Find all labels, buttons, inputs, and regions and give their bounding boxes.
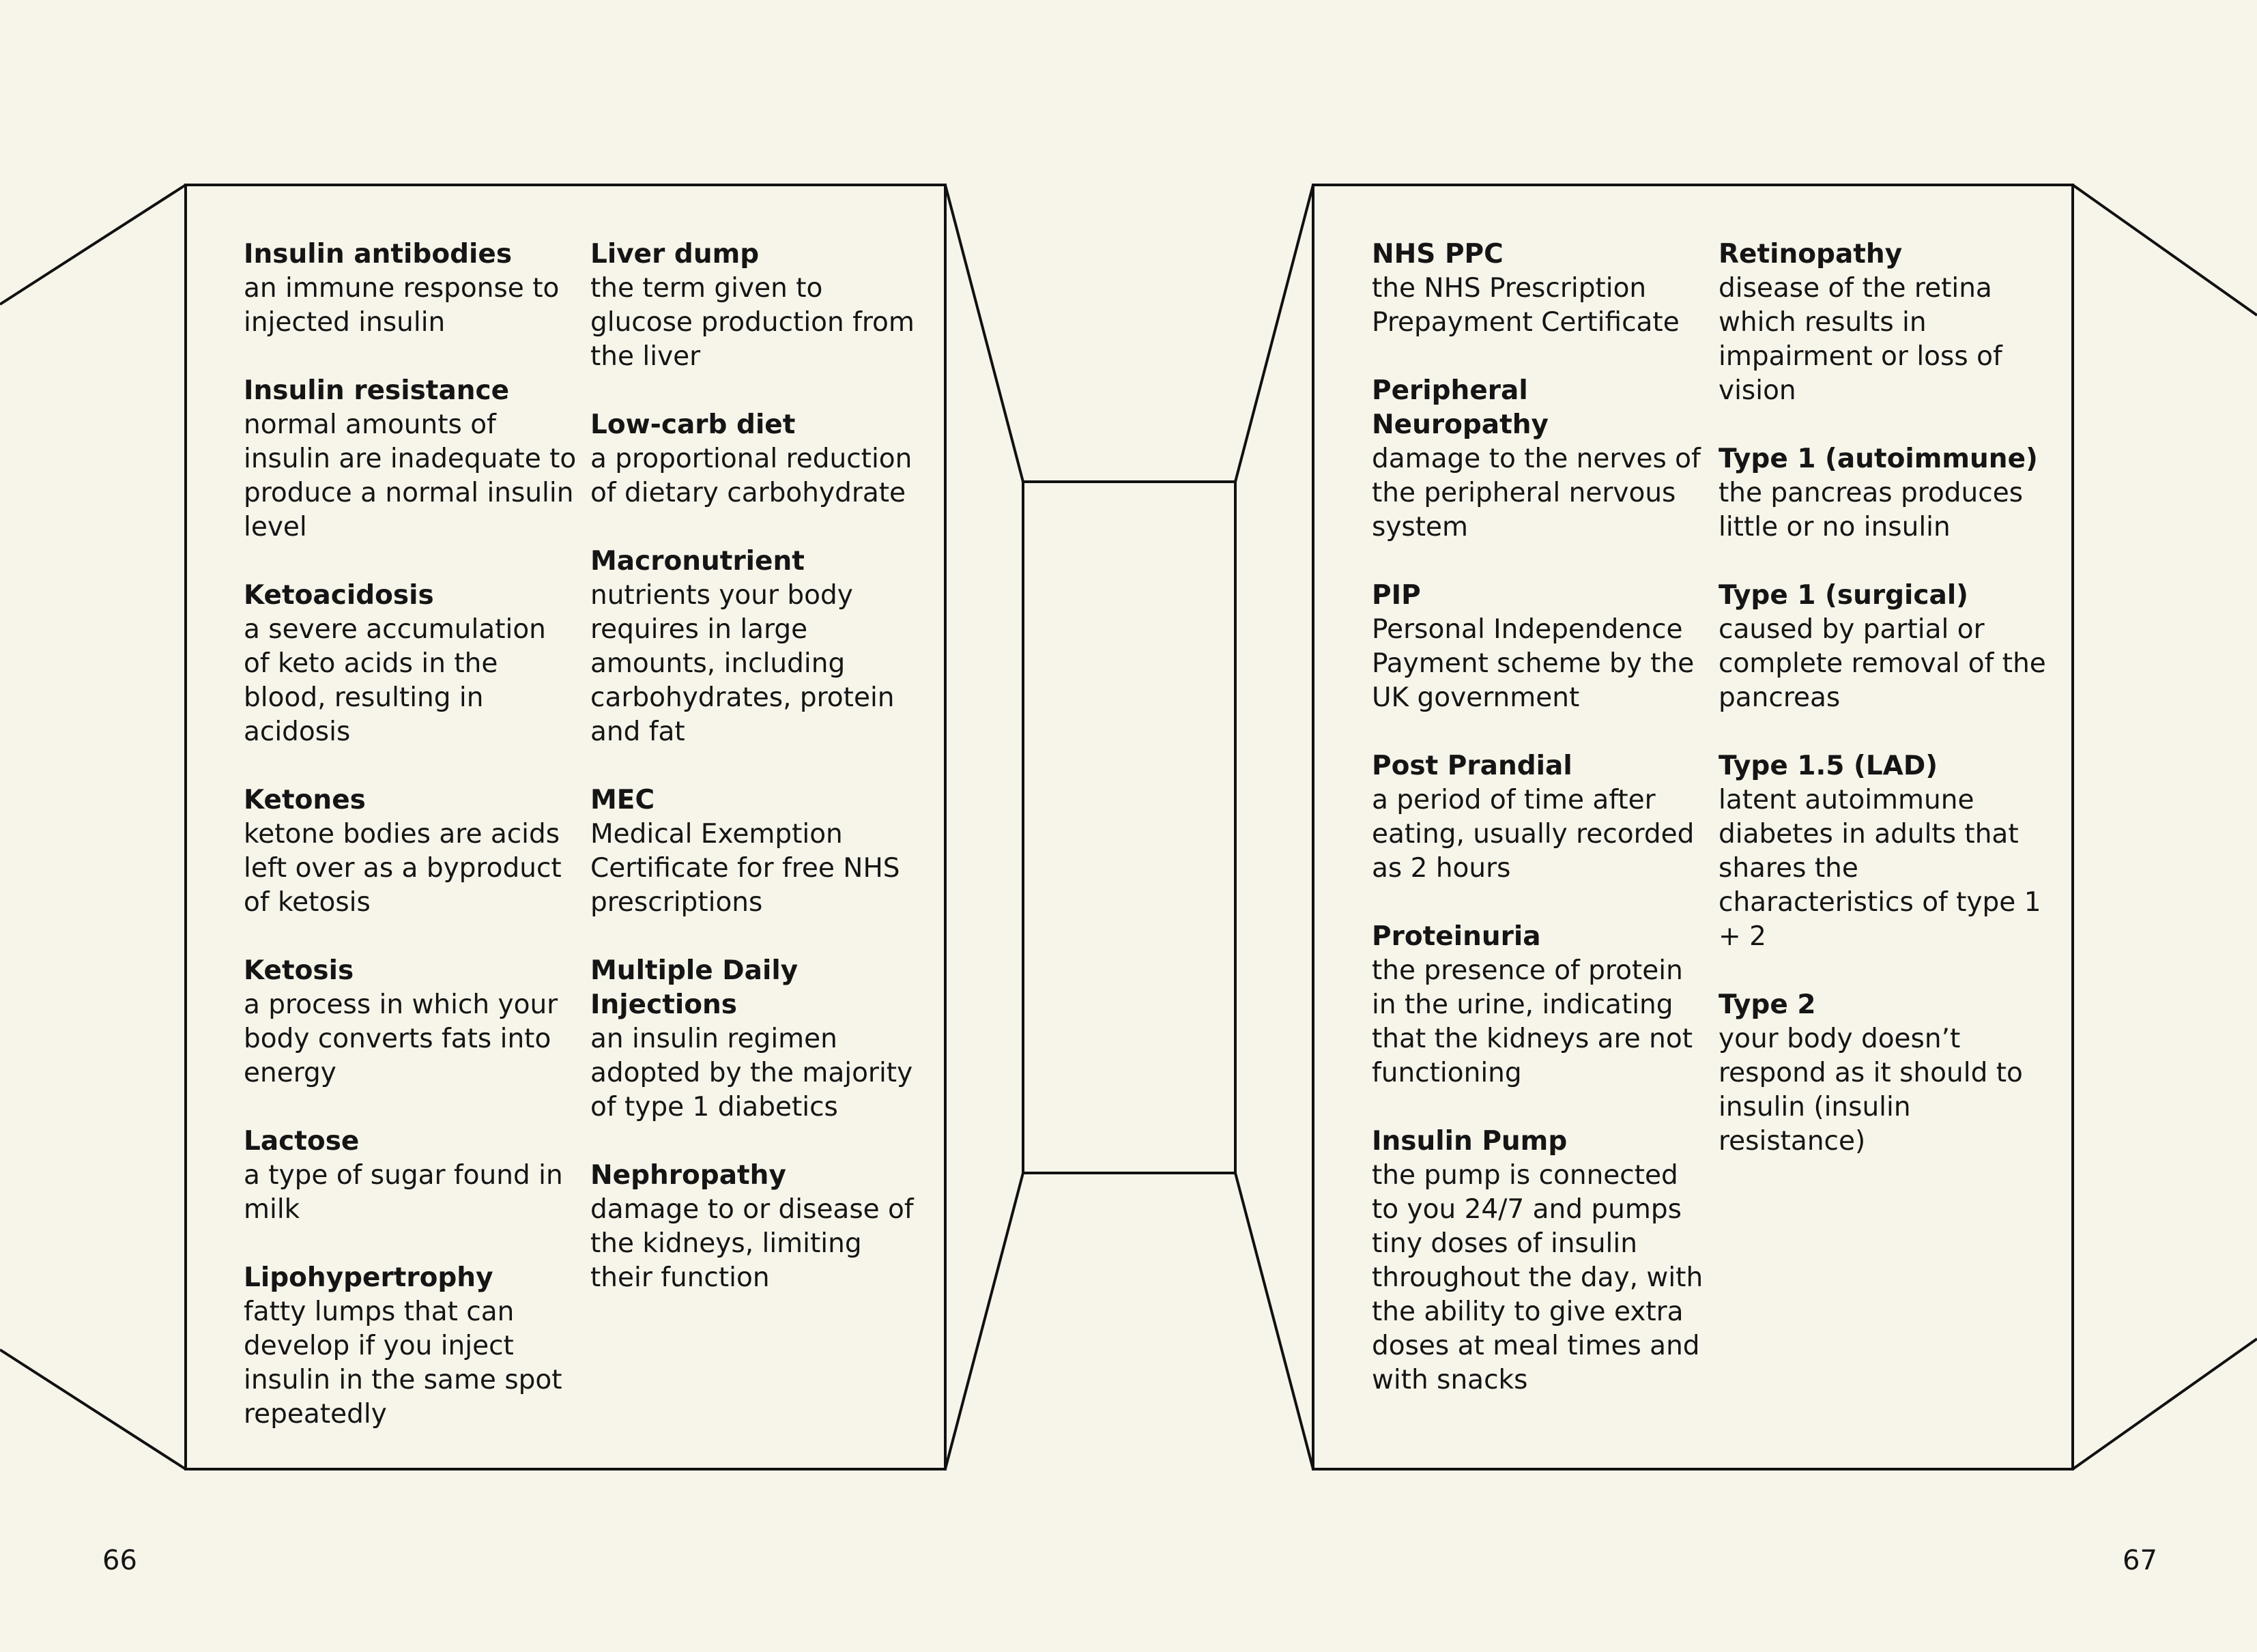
- glossary-term: Multiple Daily Injections: [590, 955, 799, 1020]
- glossary-term: Insulin Pump: [1372, 1126, 1568, 1157]
- glossary-entry: [244, 237, 578, 340]
- glossary-entry: [244, 1125, 578, 1227]
- glossary-definition: a period of time after eating, usually recorded as 2 hours: [1372, 785, 1695, 884]
- glossary-definition: caused by partial or complete removal of the pancreas: [1719, 614, 2046, 713]
- glossary-definition: a severe accumulation of keto acids in the blood, resulting in acidosis: [244, 614, 546, 747]
- glossary-entry: [1719, 988, 2053, 1159]
- glossary-definition: nutrients your body requires in large amounts, including carbohydrates, protein and fat: [590, 580, 895, 747]
- glossary-entry: [244, 783, 578, 920]
- glossary-entry: [590, 237, 925, 374]
- glossary-definition: a process in which your body converts fats into energy: [244, 989, 558, 1088]
- glossary-entry: [590, 408, 925, 510]
- glossary-term: MEC: [590, 785, 655, 815]
- glossary-definition: the presence of protein in the urine, indicating that the kidneys are not functioning: [1372, 955, 1693, 1088]
- glossary-definition: an immune response to injected insulin: [244, 273, 560, 338]
- glossary-entry: [244, 579, 578, 749]
- center-spine: [1023, 482, 1235, 1173]
- glossary-term: Insulin antibodies: [244, 239, 513, 270]
- glossary-definition: an insulin regimen adopted by the majority of type 1 diabetics: [590, 1024, 913, 1122]
- glossary-entry: [1719, 442, 2053, 545]
- glossary-definition: the term given to glucose production from the liver: [590, 273, 915, 372]
- glossary-entry: [244, 374, 578, 545]
- glossary-entry: [244, 1261, 578, 1432]
- page-number-right: 67: [2123, 1545, 2157, 1576]
- glossary-term: Lactose: [244, 1126, 360, 1157]
- glossary-term: Retinopathy: [1719, 239, 1903, 270]
- glossary-term: Low-carb diet: [590, 409, 796, 440]
- glossary-definition: latent autoimmune diabetes in adults that shares the characteristics of type 1 + 2: [1719, 785, 2041, 952]
- glossary-entry: [1372, 374, 1706, 545]
- glossary-term: Nephropathy: [590, 1160, 786, 1191]
- glossary-column-2: [590, 237, 925, 1329]
- right-flap-top: [2073, 185, 2257, 315]
- glossary-definition: Medical Exemption Certificate for free NHS prescriptions: [590, 819, 900, 918]
- glossary-term: Ketoacidosis: [244, 580, 434, 611]
- glossary-term: Type 1.5 (LAD): [1719, 751, 1938, 781]
- glossary-definition: Personal Independence Payment scheme by the UK government: [1372, 614, 1695, 713]
- glossary-entry: [1372, 579, 1706, 715]
- left-flap-bottom: [0, 1350, 186, 1469]
- glossary-definition: normal amounts of insulin are inadequate to produce a normal insulin level: [244, 409, 577, 542]
- glossary-definition: fatty lumps that can develop if you inject insulin in the same spot repeatedly: [244, 1296, 562, 1430]
- right-flap-bottom: [2073, 1339, 2257, 1469]
- glossary-definition: a proportional reduction of dietary carbohydrate: [590, 444, 912, 508]
- glossary-entry: [590, 954, 925, 1125]
- glossary-term: Post Prandial: [1372, 751, 1572, 781]
- glossary-definition: damage to or disease of the kidneys, limiting their function: [590, 1194, 914, 1293]
- glossary-term: Proteinuria: [1372, 921, 1541, 952]
- glossary-term: Type 1 (autoimmune): [1719, 444, 2038, 474]
- glossary-term: PIP: [1372, 580, 1421, 611]
- glossary-term: Peripheral Neuropathy: [1372, 375, 1549, 440]
- glossary-entry: [590, 545, 925, 749]
- glossary-definition: a type of sugar found in milk: [244, 1160, 563, 1225]
- glossary-term: Ketosis: [244, 955, 354, 986]
- glossary-entry: [1372, 1125, 1706, 1397]
- glossary-definition: damage to the nerves of the peripheral nervous system: [1372, 444, 1701, 542]
- glossary-term: Type 1 (surgical): [1719, 580, 1969, 611]
- left-flap-top: [0, 185, 186, 304]
- glossary-column-4: [1719, 237, 2053, 1193]
- glossary-definition: the NHS Prescription Prepayment Certificate: [1372, 273, 1680, 338]
- glossary-column-3: [1372, 237, 1706, 1432]
- glossary-definition: the pump is connected to you 24/7 and pumps tiny doses of insulin throughout the day, with the ability to give extra doses at meal times and with snacks: [1372, 1160, 1703, 1395]
- glossary-column-1: [244, 237, 578, 1466]
- glossary-term: Ketones: [244, 785, 366, 815]
- glossary-term: Liver dump: [590, 239, 760, 270]
- glossary-entry: [1719, 749, 2053, 954]
- glossary-definition: the pancreas produces little or no insulin: [1719, 478, 2024, 542]
- glossary-definition: ketone bodies are acids left over as a byproduct of ketosis: [244, 819, 562, 918]
- glossary-term: Type 2: [1719, 989, 1816, 1020]
- glossary-entry: [1719, 237, 2053, 408]
- glossary-term: Lipohypertrophy: [244, 1262, 493, 1293]
- page-number-left: 66: [102, 1545, 137, 1576]
- glossary-entry: [1372, 920, 1706, 1090]
- glossary-entry: [1372, 749, 1706, 886]
- glossary-definition: your body doesn’t respond as it should to insulin (insulin resistance): [1719, 1024, 2023, 1157]
- glossary-term: NHS PPC: [1372, 239, 1504, 270]
- glossary-term: Macronutrient: [590, 546, 805, 577]
- glossary-entry: [1719, 579, 2053, 715]
- glossary-entry: [590, 1159, 925, 1295]
- glossary-entry: [590, 783, 925, 920]
- glossary-entry: [1372, 237, 1706, 340]
- glossary-entry: [244, 954, 578, 1090]
- glossary-definition: disease of the retina which results in impairment or loss of vision: [1719, 273, 2002, 406]
- glossary-term: Insulin resistance: [244, 375, 510, 406]
